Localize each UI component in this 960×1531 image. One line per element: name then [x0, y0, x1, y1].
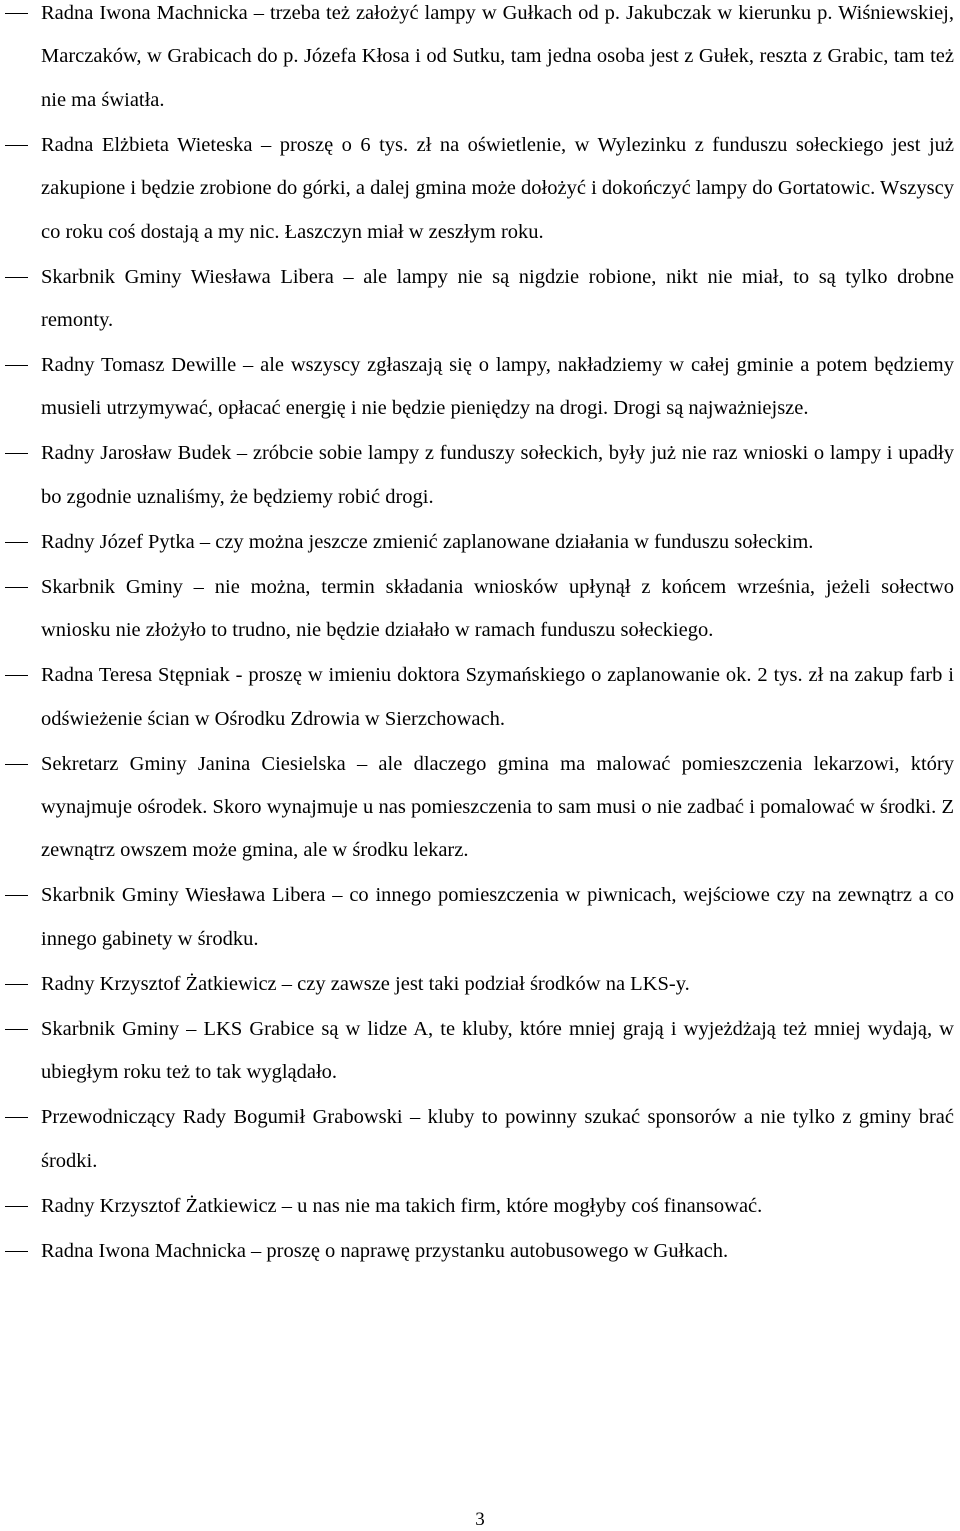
list-item-text: Skarbnik Gminy – LKS Grabice są w lidze A, te kluby, które mniej grają i wyjeżdżają też mniej wydają, w ubiegłym roku też to tak wyglądało. [41, 1017, 954, 1084]
dash-bullet [5, 145, 28, 146]
dash-bullet [5, 587, 28, 588]
dash-bullet [5, 675, 28, 676]
list-item-text: Radny Krzysztof Żatkiewicz – czy zawsze jest taki podział środków na LKS-y. [41, 972, 690, 995]
dash-bullet [5, 895, 28, 896]
list-item-text: Radna Elżbieta Wieteska – proszę o 6 tys. zł na oświetlenie, w Wylezinku z funduszu sołeckiego jest już zakupione i będzie zrobione do górki, a dalej gmina może dołożyć i dokończyć lampy do Gortatowic. Wszyscy co roku coś dostają a my nic. Łaszczyn miał w zeszłym roku. [41, 133, 954, 243]
list-item-text: Skarbnik Gminy Wiesława Libera – ale lampy nie są nigdzie robione, nikt nie miał, to są tylko drobne remonty. [41, 265, 954, 332]
dash-bullet [5, 542, 28, 543]
list-item [0, 521, 960, 564]
list-item-text: Radna Iwona Machnicka – proszę o naprawę przystanku autobusowego w Gułkach. [41, 1239, 729, 1262]
list-item-text: Przewodniczący Rady Bogumił Grabowski – kluby to powinny szukać sponsorów a nie tylko z gminy brać środki. [41, 1106, 954, 1172]
list-item [0, 1185, 960, 1228]
list-item [0, 124, 960, 254]
list-item-text: Radny Tomasz Dewille – ale wszyscy zgłaszają się o lampy, nakładziemy w całej gminie a potem będziemy musieli utrzymywać, opłacać energię i nie będzie pieniędzy na drogi. Drogi są najważniejsze. [41, 354, 954, 420]
dash-bullet [5, 764, 28, 765]
list-item [0, 963, 960, 1006]
dash-bullet [5, 13, 28, 14]
list-item-text: Radna Iwona Machnicka – trzeba też założyć lampy w Gułkach od p. Jakubczak w kierunku p. Wiśniewskiej, Marczaków, w Grabicach do p. Józefa Kłosa i od Sutku, tam jedna osoba jest z Gułek, reszta z Grabic, tam też nie ma światła. [41, 2, 954, 111]
list-item [0, 654, 960, 741]
list-item-text: Skarbnik Gminy Wiesława Libera – co innego pomieszczenia w piwnicach, wejściowe czy na zewnątrz a co innego gabinety w środku. [41, 884, 954, 950]
list-item [0, 1230, 960, 1273]
dash-bullet [5, 1029, 28, 1030]
list-item [0, 344, 960, 431]
list-item [0, 1008, 960, 1095]
list-item [0, 1096, 960, 1183]
list-item [0, 743, 960, 873]
dash-bullet [5, 277, 28, 278]
dash-bullet [5, 1117, 28, 1118]
list-item [0, 874, 960, 961]
list-item [0, 256, 960, 343]
list-item [0, 566, 960, 653]
list-item-text: Radny Krzysztof Żatkiewicz – u nas nie ma takich firm, które mogłyby coś finansować. [41, 1194, 763, 1217]
dash-bullet [5, 1206, 28, 1207]
list-item-text: Radna Teresa Stępniak - proszę w imieniu doktora Szymańskiego o zaplanowanie ok. 2 tys. zł na zakup farb i odświeżenie ścian w Ośrodku Zdrowia w Sierzchowach. [41, 664, 954, 730]
list-item-text: Skarbnik Gminy – nie można, termin składania wniosków upłynął z końcem września, jeżeli sołectwo wniosku nie złożyło to trudno, nie będzie działało w ramach funduszu sołeckiego. [41, 575, 954, 642]
dash-bullet [5, 365, 28, 366]
list-item [0, 0, 960, 122]
list-item-text: Radny Józef Pytka – czy można jeszcze zmienić zaplanowane działania w funduszu sołeckim. [41, 530, 814, 553]
dash-bullet [5, 1251, 28, 1252]
list-item [0, 432, 960, 519]
page-number: 3 [475, 1509, 485, 1530]
dash-bullet [5, 453, 28, 454]
dash-bullet [5, 984, 28, 985]
list-item-text: Sekretarz Gminy Janina Ciesielska – ale dlaczego gmina ma malować pomieszczenia lekarzowi, który wynajmuje ośrodek. Skoro wynajmuje u nas pomieszczenia to sam musi o nie zadbać i pomalować w środki. Z zewnątrz owszem może gmina, ale w środku lekarz. [41, 752, 954, 862]
list-item-text: Radny Jarosław Budek – zróbcie sobie lampy z funduszy sołeckich, były już nie raz wnioski o lampy i upadły bo zgodnie uznaliśmy, że będziemy robić drogi. [41, 442, 954, 508]
